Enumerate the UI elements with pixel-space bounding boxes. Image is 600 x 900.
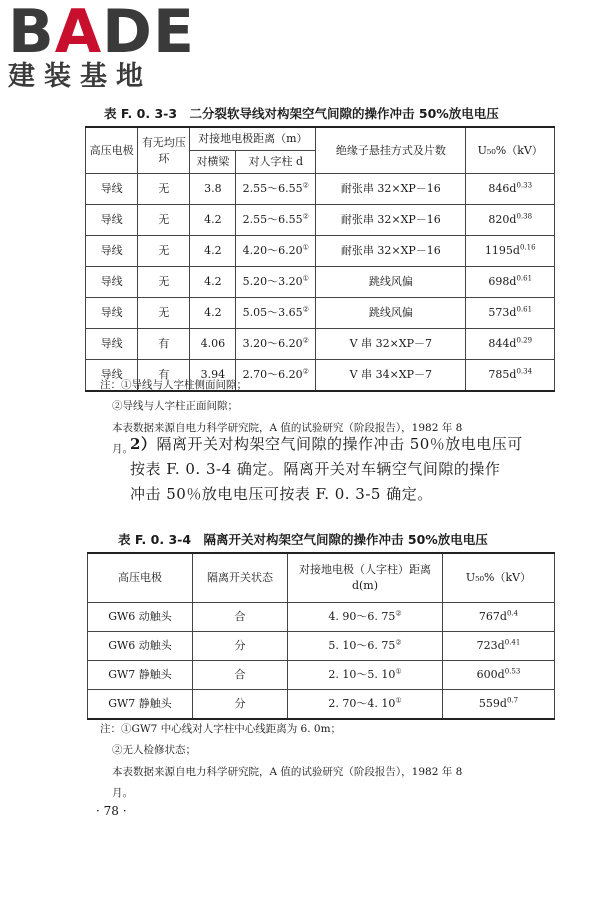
cell-u50-exponent: 0.33 bbox=[516, 181, 533, 190]
cell-u50-base: 573d bbox=[488, 306, 517, 319]
t2-header-distance: 对接地电极（人字柱）距离 d(m) bbox=[288, 553, 443, 603]
table-row bbox=[88, 603, 555, 632]
table1-note-4: 月。 bbox=[112, 443, 133, 455]
cell-insulator: V 串 34×XP－7 bbox=[316, 360, 466, 392]
cell-electrode: 导线 bbox=[86, 329, 138, 360]
table-row bbox=[88, 690, 555, 720]
cell-ring: 有 bbox=[138, 360, 190, 392]
cell-distance bbox=[288, 603, 443, 632]
t2-header-u50: U₅₀%（kV） bbox=[443, 553, 555, 603]
cell-u50-base: 844d bbox=[488, 337, 517, 350]
cell-u50 bbox=[466, 298, 555, 329]
cell-beam: 4.2 bbox=[190, 205, 236, 236]
cell-column bbox=[236, 360, 316, 392]
t2-header-electrode: 高压电极 bbox=[88, 553, 193, 603]
table-row bbox=[86, 329, 555, 360]
cell-u50-exponent: 0.29 bbox=[516, 336, 533, 345]
cell-state: 分 bbox=[193, 632, 288, 661]
cell-state: 合 bbox=[193, 661, 288, 690]
logo-chinese: 建装基地 bbox=[8, 61, 152, 92]
cell-electrode: GW6 动触头 bbox=[88, 603, 193, 632]
cell-state: 分 bbox=[193, 690, 288, 720]
table1-note-1: 注：①导线与人字柱侧面间隙； bbox=[100, 379, 247, 391]
cell-u50-base: 820d bbox=[488, 213, 517, 226]
cell-distance-value: 4. 90～6. 75 bbox=[328, 610, 396, 623]
body-paragraph bbox=[128, 432, 568, 507]
cell-distance bbox=[288, 690, 443, 720]
cell-u50-exponent: 0.16 bbox=[519, 243, 536, 252]
cell-beam: 4.2 bbox=[190, 236, 236, 267]
cell-u50 bbox=[443, 661, 555, 690]
table2 bbox=[87, 552, 555, 720]
logo bbox=[8, 0, 195, 92]
cell-beam: 4.06 bbox=[190, 329, 236, 360]
table-row bbox=[86, 205, 555, 236]
cell-insulator: 耐张串 32×XP－16 bbox=[316, 174, 466, 205]
cell-insulator: V 串 32×XP－7 bbox=[316, 329, 466, 360]
cell-u50-base: 723d bbox=[476, 639, 505, 652]
cell-distance-note: ② bbox=[395, 609, 402, 618]
paragraph-line-3: 冲击 50％放电电压可按表 F. 0. 3-5 确定。 bbox=[130, 485, 433, 503]
cell-u50-base: 559d bbox=[478, 697, 507, 710]
cell-electrode: 导线 bbox=[86, 267, 138, 298]
cell-u50-base: 846d bbox=[488, 182, 517, 195]
cell-ring: 有 bbox=[138, 329, 190, 360]
cell-column bbox=[236, 236, 316, 267]
cell-column-value: 2.70～6.20 bbox=[242, 368, 303, 381]
cell-column-value: 4.20～6.20 bbox=[242, 244, 303, 257]
table-row bbox=[86, 236, 555, 267]
cell-distance bbox=[288, 632, 443, 661]
header-ring: 有无均压环 bbox=[138, 127, 190, 174]
cell-column-value: 5.05～3.65 bbox=[242, 306, 303, 319]
header-electrode: 高压电极 bbox=[86, 127, 138, 174]
cell-distance bbox=[288, 661, 443, 690]
cell-insulator: 耐张串 32×XP－16 bbox=[316, 236, 466, 267]
cell-u50 bbox=[466, 329, 555, 360]
table2-note-4: 月。 bbox=[112, 787, 133, 799]
cell-column-note: ② bbox=[302, 336, 309, 345]
cell-u50-exponent: 0.61 bbox=[516, 274, 533, 283]
table1 bbox=[85, 126, 555, 392]
cell-ring: 无 bbox=[138, 298, 190, 329]
header-distance-group: 对接地电极距离（m） bbox=[190, 127, 316, 151]
t2-header-state: 隔离开关状态 bbox=[193, 553, 288, 603]
cell-u50 bbox=[466, 205, 555, 236]
table2-note-3: 本表数据来源自电力科学研究院，A 值的试验研究（阶段报告），1982 年 8 bbox=[112, 766, 463, 778]
table-row bbox=[88, 661, 555, 690]
cell-u50-base: 1195d bbox=[484, 244, 520, 257]
cell-column-note: ② bbox=[302, 367, 309, 376]
cell-u50 bbox=[466, 360, 555, 392]
table2-note-1: 注：①GW7 中心线对人字柱中心线距离为 6. 0m； bbox=[100, 723, 342, 735]
cell-ring: 无 bbox=[138, 174, 190, 205]
cell-ring: 无 bbox=[138, 236, 190, 267]
table1-note-3: 本表数据来源自电力科学研究院，A 值的试验研究（阶段报告），1982 年 8 bbox=[112, 422, 463, 434]
cell-electrode: GW6 动触头 bbox=[88, 632, 193, 661]
cell-u50 bbox=[466, 236, 555, 267]
cell-beam: 3.8 bbox=[190, 174, 236, 205]
table-row bbox=[86, 174, 555, 205]
cell-electrode: 导线 bbox=[86, 298, 138, 329]
table2-caption: 表 F. 0. 3-4 隔离开关对构架空气间隙的操作冲击 50%放电电压 bbox=[118, 532, 488, 547]
cell-distance-value: 2. 10～5. 10 bbox=[328, 668, 396, 681]
table-row bbox=[86, 298, 555, 329]
table-row bbox=[86, 267, 555, 298]
logo-wordmark: BADE bbox=[8, 0, 195, 67]
paragraph-line-2: 按表 F. 0. 3-4 确定。隔离开关对车辆空气间隙的操作 bbox=[130, 460, 501, 478]
cell-beam: 4.2 bbox=[190, 298, 236, 329]
cell-distance-note: ② bbox=[395, 638, 402, 647]
paragraph-line-1: 隔离开关对构架空气间隙的操作冲击 50％放电电压可 bbox=[156, 435, 523, 453]
cell-u50-base: 785d bbox=[488, 368, 517, 381]
cell-column bbox=[236, 329, 316, 360]
cell-u50 bbox=[466, 174, 555, 205]
cell-u50 bbox=[443, 603, 555, 632]
cell-ring: 无 bbox=[138, 267, 190, 298]
table1-caption: 表 F. 0. 3-3 二分裂软导线对构架空气间隙的操作冲击 50%放电电压 bbox=[104, 106, 499, 121]
cell-u50-base: 767d bbox=[478, 610, 507, 623]
header-insulator: 绝缘子悬挂方式及片数 bbox=[316, 127, 466, 174]
cell-distance-note: ① bbox=[395, 696, 402, 705]
cell-u50-exponent: 0.61 bbox=[516, 305, 533, 314]
cell-u50-exponent: 0.41 bbox=[504, 638, 521, 647]
cell-u50 bbox=[466, 267, 555, 298]
table2-body bbox=[88, 603, 555, 720]
cell-beam: 3.94 bbox=[190, 360, 236, 392]
cell-column-value: 5.20～3.20 bbox=[242, 275, 303, 288]
table1-body bbox=[86, 174, 555, 392]
cell-distance-value: 2. 70～4. 10 bbox=[328, 697, 396, 710]
cell-column bbox=[236, 298, 316, 329]
cell-column-note: ② bbox=[302, 305, 309, 314]
cell-insulator: 跳线风偏 bbox=[316, 298, 466, 329]
cell-u50 bbox=[443, 690, 555, 720]
cell-u50-base: 600d bbox=[476, 668, 505, 681]
cell-u50-exponent: 0.7 bbox=[506, 696, 519, 705]
cell-ring: 无 bbox=[138, 205, 190, 236]
header-column: 对人字柱 d bbox=[236, 151, 316, 174]
cell-u50-exponent: 0.34 bbox=[516, 367, 533, 376]
cell-u50-base: 698d bbox=[488, 275, 517, 288]
cell-column bbox=[236, 267, 316, 298]
cell-distance-note: ① bbox=[395, 667, 402, 676]
cell-electrode: 导线 bbox=[86, 174, 138, 205]
cell-u50 bbox=[443, 632, 555, 661]
cell-column-note: ① bbox=[302, 243, 309, 252]
cell-insulator: 跳线风偏 bbox=[316, 267, 466, 298]
cell-column-value: 2.55～6.55 bbox=[242, 182, 303, 195]
cell-u50-exponent: 0.53 bbox=[504, 667, 521, 676]
cell-insulator: 耐张串 32×XP－16 bbox=[316, 205, 466, 236]
table-row bbox=[88, 632, 555, 661]
cell-column bbox=[236, 205, 316, 236]
cell-beam: 4.2 bbox=[190, 267, 236, 298]
cell-state: 合 bbox=[193, 603, 288, 632]
cell-column-note: ② bbox=[302, 181, 309, 190]
paragraph-number: 2） bbox=[130, 435, 157, 453]
cell-electrode: 导线 bbox=[86, 205, 138, 236]
cell-column-value: 2.55～6.55 bbox=[242, 213, 303, 226]
cell-u50-exponent: 0.38 bbox=[516, 212, 533, 221]
cell-column-note: ① bbox=[302, 274, 309, 283]
cell-distance-value: 5. 10～6. 75 bbox=[328, 639, 396, 652]
cell-column bbox=[236, 174, 316, 205]
cell-electrode: GW7 静触头 bbox=[88, 661, 193, 690]
page-number: · 78 · bbox=[96, 804, 127, 818]
table2-note-2: ②无人检修状态； bbox=[112, 744, 196, 756]
header-u50: U₅₀%（kV） bbox=[466, 127, 555, 174]
cell-electrode: 导线 bbox=[86, 236, 138, 267]
cell-u50-exponent: 0.4 bbox=[506, 609, 519, 618]
cell-electrode: GW7 静触头 bbox=[88, 690, 193, 720]
cell-column-value: 3.20～6.20 bbox=[242, 337, 303, 350]
table1-note-2: ②导线与人字柱正面间隙； bbox=[112, 400, 238, 412]
header-beam: 对横梁 bbox=[190, 151, 236, 174]
cell-column-note: ② bbox=[302, 212, 309, 221]
cell-electrode: 导线 bbox=[86, 360, 138, 392]
